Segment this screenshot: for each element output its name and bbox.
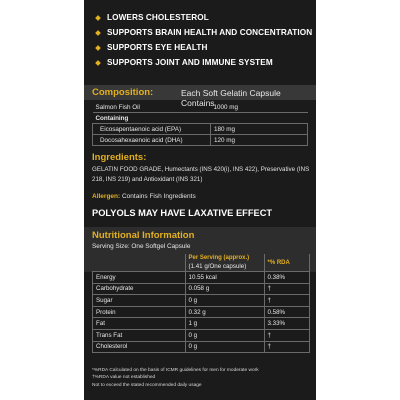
benefit-item [94, 25, 312, 40]
nutrient-name: Sugar [93, 295, 186, 307]
table-row [93, 272, 310, 284]
nutrient-name: Trans Fat [93, 329, 186, 341]
rda-header: *% RDA [264, 254, 310, 272]
footnotes [92, 367, 310, 389]
composition-name: Docosahexaenoic acid (DHA) [93, 135, 211, 146]
table-header-row [93, 254, 310, 272]
nutrition-title: Nutritional Information [92, 230, 195, 241]
nutrient-name: Cholesterol [93, 341, 186, 353]
header-blank-cell [93, 254, 186, 272]
nutrient-name: Protein [93, 306, 186, 318]
ingredients-text: GELATIN FOOD GRADE, Humectants (INS 420(i), INS 422), Preservative (INS 218, INS 219) and Antioxidant (INS 321) [92, 166, 310, 183]
table-row [93, 295, 310, 307]
benefit-item [94, 10, 312, 25]
allergen-label: Allergen: [92, 193, 121, 200]
nutrient-value: 1 g [185, 318, 264, 330]
ingredients-title: Ingredients: [92, 152, 147, 163]
nutrient-value: 10.55 kcal [185, 272, 264, 284]
benefit-text: LOWERS CHOLESTEROL [107, 13, 209, 22]
allergen-line [92, 193, 196, 200]
nutrient-value: 0 g [185, 295, 264, 307]
table-row [93, 135, 308, 146]
nutrient-rda: 3.33% [264, 318, 310, 330]
table-row [93, 124, 308, 135]
benefit-text: SUPPORTS EYE HEALTH [107, 43, 208, 52]
benefit-item [94, 55, 312, 70]
nutrient-rda: 0.38% [264, 272, 310, 284]
nutrient-rda: † [264, 283, 310, 295]
footnote-line: Not to exceed the stated recommended daily usage [92, 382, 202, 388]
table-row [93, 113, 308, 124]
nutrient-value: 0.32 g [185, 306, 264, 318]
product-label-panel [84, 0, 316, 400]
per-serving-header [185, 254, 264, 272]
nutrient-value: 0 g [185, 329, 264, 341]
composition-value: 180 mg [211, 124, 308, 135]
nutrient-value: 0.058 g [185, 283, 264, 295]
benefit-text: SUPPORTS BRAIN HEALTH AND CONCENTRATION [107, 28, 313, 37]
composition-name: Containing [93, 113, 211, 124]
diamond-bullet-icon [95, 15, 101, 21]
nutrient-rda: † [264, 329, 310, 341]
nutrient-rda: 0.58% [264, 306, 310, 318]
nutrient-name: Fat [93, 318, 186, 330]
per-serving-unit: (1.41 g/One capsule) [188, 262, 247, 270]
footnote-line: *%RDA Calculated on the basis of ICMR guidelines for men for moderate work [92, 368, 259, 373]
footnote-line: †%RDA value not established [92, 375, 156, 381]
diamond-bullet-icon [95, 30, 101, 36]
table-row [93, 329, 310, 341]
serving-size: Serving Size: One Softgel Capsule [92, 243, 191, 250]
diamond-bullet-icon [95, 45, 101, 51]
nutrient-rda: † [264, 295, 310, 307]
table-row [93, 102, 308, 113]
nutrient-name: Energy [93, 272, 186, 284]
nutrient-value: 0 g [185, 341, 264, 353]
composition-name: Salmon Fish Oil [93, 102, 211, 113]
composition-name: Eicosapentaenoic acid (EPA) [93, 124, 211, 135]
table-row [93, 318, 310, 330]
table-row [93, 306, 310, 318]
nutrient-rda: † [264, 341, 310, 353]
table-row [93, 341, 310, 353]
benefits-list [94, 10, 312, 70]
nutrition-table [92, 254, 310, 353]
composition-title: Composition: [92, 87, 154, 98]
composition-value [211, 113, 308, 124]
benefit-text: SUPPORTS JOINT AND IMMUNE SYSTEM [107, 58, 273, 67]
composition-value: 120 mg [211, 135, 308, 146]
nutrient-name: Carbohydrate [93, 283, 186, 295]
diamond-bullet-icon [95, 60, 101, 66]
table-row [93, 283, 310, 295]
allergen-text: Contains Fish Ingredients [121, 193, 196, 200]
benefit-item [94, 40, 312, 55]
composition-table [92, 102, 308, 146]
composition-value: 1000 mg [211, 102, 308, 113]
per-serving-label: Per Serving (approx.) [188, 255, 250, 261]
laxative-warning: POLYOLS MAY HAVE LAXATIVE EFFECT [92, 208, 273, 218]
composition-subtitle: Each Soft Gelatin Capsule Contains [181, 87, 281, 108]
